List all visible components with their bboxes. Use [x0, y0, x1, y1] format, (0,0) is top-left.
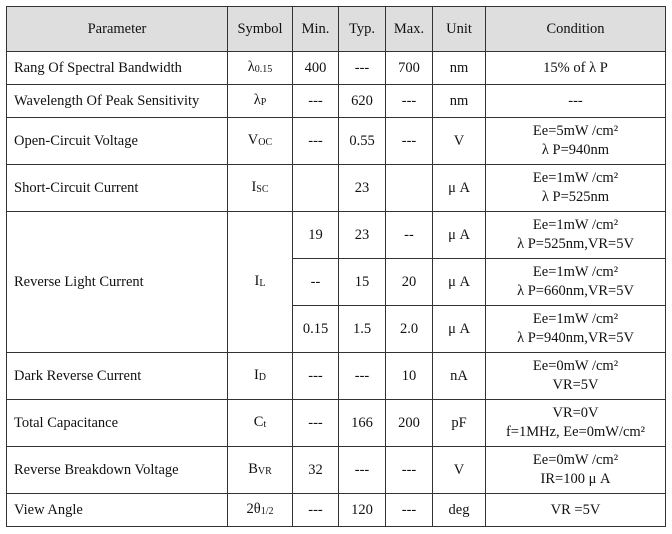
min-cell: 19	[293, 212, 339, 259]
min-cell: ---	[293, 353, 339, 400]
max-cell: 700	[386, 52, 433, 85]
table-row	[7, 165, 666, 212]
typ-cell: ---	[339, 353, 386, 400]
unit-cell: nA	[433, 353, 486, 400]
symbol-cell: $I_D$	[228, 353, 293, 400]
table-row	[7, 52, 666, 85]
param-cell: Rang Of Spectral Bandwidth	[7, 52, 228, 85]
unit-cell: μ A	[433, 259, 486, 306]
condition-cell: Ee=5mW /cm² λ P=940nm	[486, 118, 666, 165]
typ-cell: 0.55	[339, 118, 386, 165]
unit-cell: nm	[433, 52, 486, 85]
condition-cell: Ee=1mW /cm² λ P=525nm	[486, 165, 666, 212]
max-cell: --	[386, 212, 433, 259]
header-condition: Condition	[486, 7, 666, 52]
typ-cell: ---	[339, 52, 386, 85]
symbol-cell: $\lambda_{0.15}$	[228, 52, 293, 85]
condition-cell: Ee=1mW /cm² λ P=525nm,VR=5V	[486, 212, 666, 259]
max-cell: ---	[386, 85, 433, 118]
symbol-cell: $I_{SC}$	[228, 165, 293, 212]
header-typ: Typ.	[339, 7, 386, 52]
condition-cell: VR=0V f=1MHz, Ee=0mW/cm²	[486, 400, 666, 447]
param-cell: Wavelength Of Peak Sensitivity	[7, 85, 228, 118]
param-cell: Reverse Light Current	[7, 212, 228, 353]
table-row	[7, 447, 666, 494]
min-cell: 0.15	[293, 306, 339, 353]
header-parameter: Parameter	[7, 7, 228, 52]
min-cell: ---	[293, 400, 339, 447]
condition-cell: Ee=1mW /cm² λ P=660nm,VR=5V	[486, 259, 666, 306]
condition-cell: Ee=0mW /cm² IR=100 μ A	[486, 447, 666, 494]
typ-cell: 620	[339, 85, 386, 118]
min-cell: --	[293, 259, 339, 306]
min-cell: 400	[293, 52, 339, 85]
typ-cell: 120	[339, 494, 386, 527]
param-cell: Open-Circuit Voltage	[7, 118, 228, 165]
table-row	[7, 400, 666, 447]
max-cell: 20	[386, 259, 433, 306]
condition-cell: Ee=1mW /cm² λ P=940nm,VR=5V	[486, 306, 666, 353]
param-cell: View Angle	[7, 494, 228, 527]
typ-cell: 166	[339, 400, 386, 447]
table-row	[7, 85, 666, 118]
min-cell: ---	[293, 118, 339, 165]
max-cell: ---	[386, 447, 433, 494]
max-cell: 10	[386, 353, 433, 400]
unit-cell: μ A	[433, 165, 486, 212]
max-cell	[386, 165, 433, 212]
symbol-cell: $B_{VR}$	[228, 447, 293, 494]
unit-cell: pF	[433, 400, 486, 447]
param-cell: Dark Reverse Current	[7, 353, 228, 400]
typ-cell: 15	[339, 259, 386, 306]
table-row	[7, 212, 666, 259]
spec-table	[6, 6, 666, 527]
symbol-cell: $I_L$	[228, 212, 293, 353]
condition-cell: 15% of λ P	[486, 52, 666, 85]
unit-cell: nm	[433, 85, 486, 118]
typ-cell: 23	[339, 212, 386, 259]
header-max: Max.	[386, 7, 433, 52]
max-cell: 2.0	[386, 306, 433, 353]
table-row	[7, 118, 666, 165]
header-min: Min.	[293, 7, 339, 52]
condition-cell: Ee=0mW /cm² VR=5V	[486, 353, 666, 400]
typ-cell: 1.5	[339, 306, 386, 353]
max-cell: ---	[386, 494, 433, 527]
unit-cell: V	[433, 447, 486, 494]
unit-cell: μ A	[433, 212, 486, 259]
symbol-cell: $V_{OC}$	[228, 118, 293, 165]
param-cell: Total Capacitance	[7, 400, 228, 447]
param-cell: Short-Circuit Current	[7, 165, 228, 212]
min-cell	[293, 165, 339, 212]
unit-cell: deg	[433, 494, 486, 527]
max-cell: 200	[386, 400, 433, 447]
unit-cell: μ A	[433, 306, 486, 353]
unit-cell: V	[433, 118, 486, 165]
symbol-cell: $C_t$	[228, 400, 293, 447]
symbol-cell: $2\theta_{1/2}$	[228, 494, 293, 527]
table-row	[7, 353, 666, 400]
table-row	[7, 494, 666, 527]
typ-cell: ---	[339, 447, 386, 494]
min-cell: ---	[293, 494, 339, 527]
condition-cell: ---	[486, 85, 666, 118]
condition-cell: VR =5V	[486, 494, 666, 527]
max-cell: ---	[386, 118, 433, 165]
min-cell: 32	[293, 447, 339, 494]
header-unit: Unit	[433, 7, 486, 52]
typ-cell: 23	[339, 165, 386, 212]
min-cell: ---	[293, 85, 339, 118]
param-cell: Reverse Breakdown Voltage	[7, 447, 228, 494]
header-symbol: Symbol	[228, 7, 293, 52]
header-row	[7, 7, 666, 52]
symbol-cell: $\lambda_P$	[228, 85, 293, 118]
